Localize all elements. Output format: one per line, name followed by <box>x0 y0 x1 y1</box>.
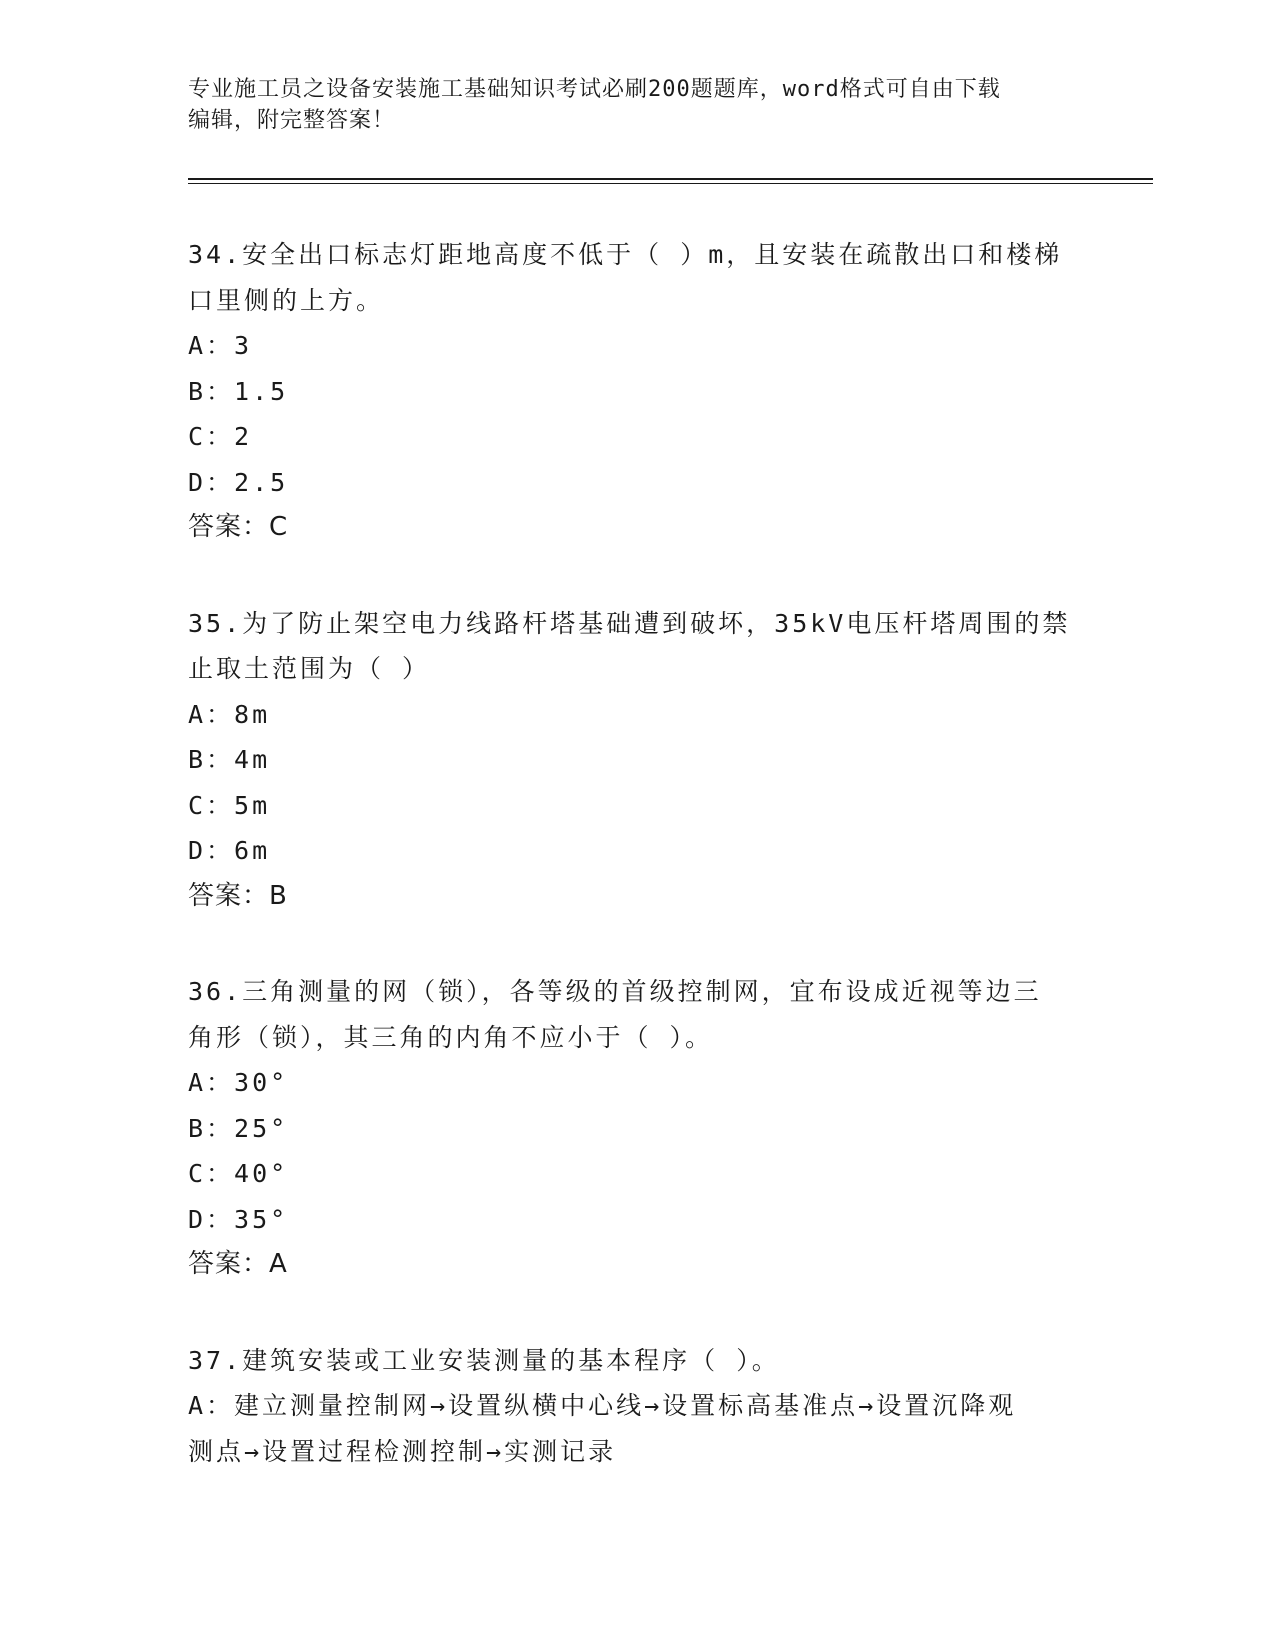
answer-label: 答案：A <box>188 1249 288 1279</box>
option-c: C：2 <box>188 422 253 451</box>
option-a: A：30° <box>188 1068 289 1097</box>
option-a: A：3 <box>188 331 253 360</box>
question-35 <box>188 601 1088 920</box>
option-a-continued: 测点→设置过程检测控制→实测记录 <box>188 1436 617 1466</box>
question-36 <box>188 969 1088 1288</box>
header-divider <box>188 178 1153 184</box>
question-stem-line: 35.为了防止架空电力线路杆塔基础遭到破坏，35kV电压杆塔周围的禁 <box>188 608 1071 638</box>
option-d: D：35° <box>188 1204 289 1234</box>
option-b: B：25° <box>188 1113 289 1143</box>
option-b: B：1.5 <box>188 376 289 406</box>
option-b: B：4m <box>188 745 271 774</box>
option-d: D：6m <box>188 836 271 865</box>
header-line-1: 专业施工员之设备安装施工基础知识考试必刷200题题库，word格式可自由下载 <box>188 77 1001 102</box>
answer-label: 答案：C <box>188 512 289 542</box>
question-stem-line: 37.建筑安装或工业安装测量的基本程序（ ）。 <box>188 1345 780 1375</box>
question-stem-line: 36.三角测量的网（锁），各等级的首级控制网，宜布设成近视等边三 <box>188 977 1042 1006</box>
question-stem-line: 口里侧的上方。 <box>188 285 385 315</box>
document-header <box>188 74 1088 136</box>
option-c: C：5m <box>188 790 271 820</box>
question-stem-line: 34.安全出口标志灯距地高度不低于（ ）m，且安装在疏散出口和楼梯 <box>188 240 1063 269</box>
question-34 <box>188 232 1088 551</box>
question-stem-line: 止取土范围为（ ） <box>188 654 431 683</box>
answer-label: 答案：B <box>188 880 288 911</box>
option-c: C：40° <box>188 1159 289 1188</box>
question-stem-line: 角形（锁），其三角的内角不应小于（ ）。 <box>188 1022 714 1052</box>
option-a: A：8m <box>188 699 271 729</box>
option-d: D：2.5 <box>188 467 289 497</box>
header-line-2: 编辑，附完整答案！ <box>188 108 396 133</box>
question-list <box>188 232 1088 1524</box>
option-a: A：建立测量控制网→设置纵横中心线→设置标高基准点→设置沉降观 <box>188 1391 1017 1420</box>
question-37 <box>188 1338 1088 1475</box>
